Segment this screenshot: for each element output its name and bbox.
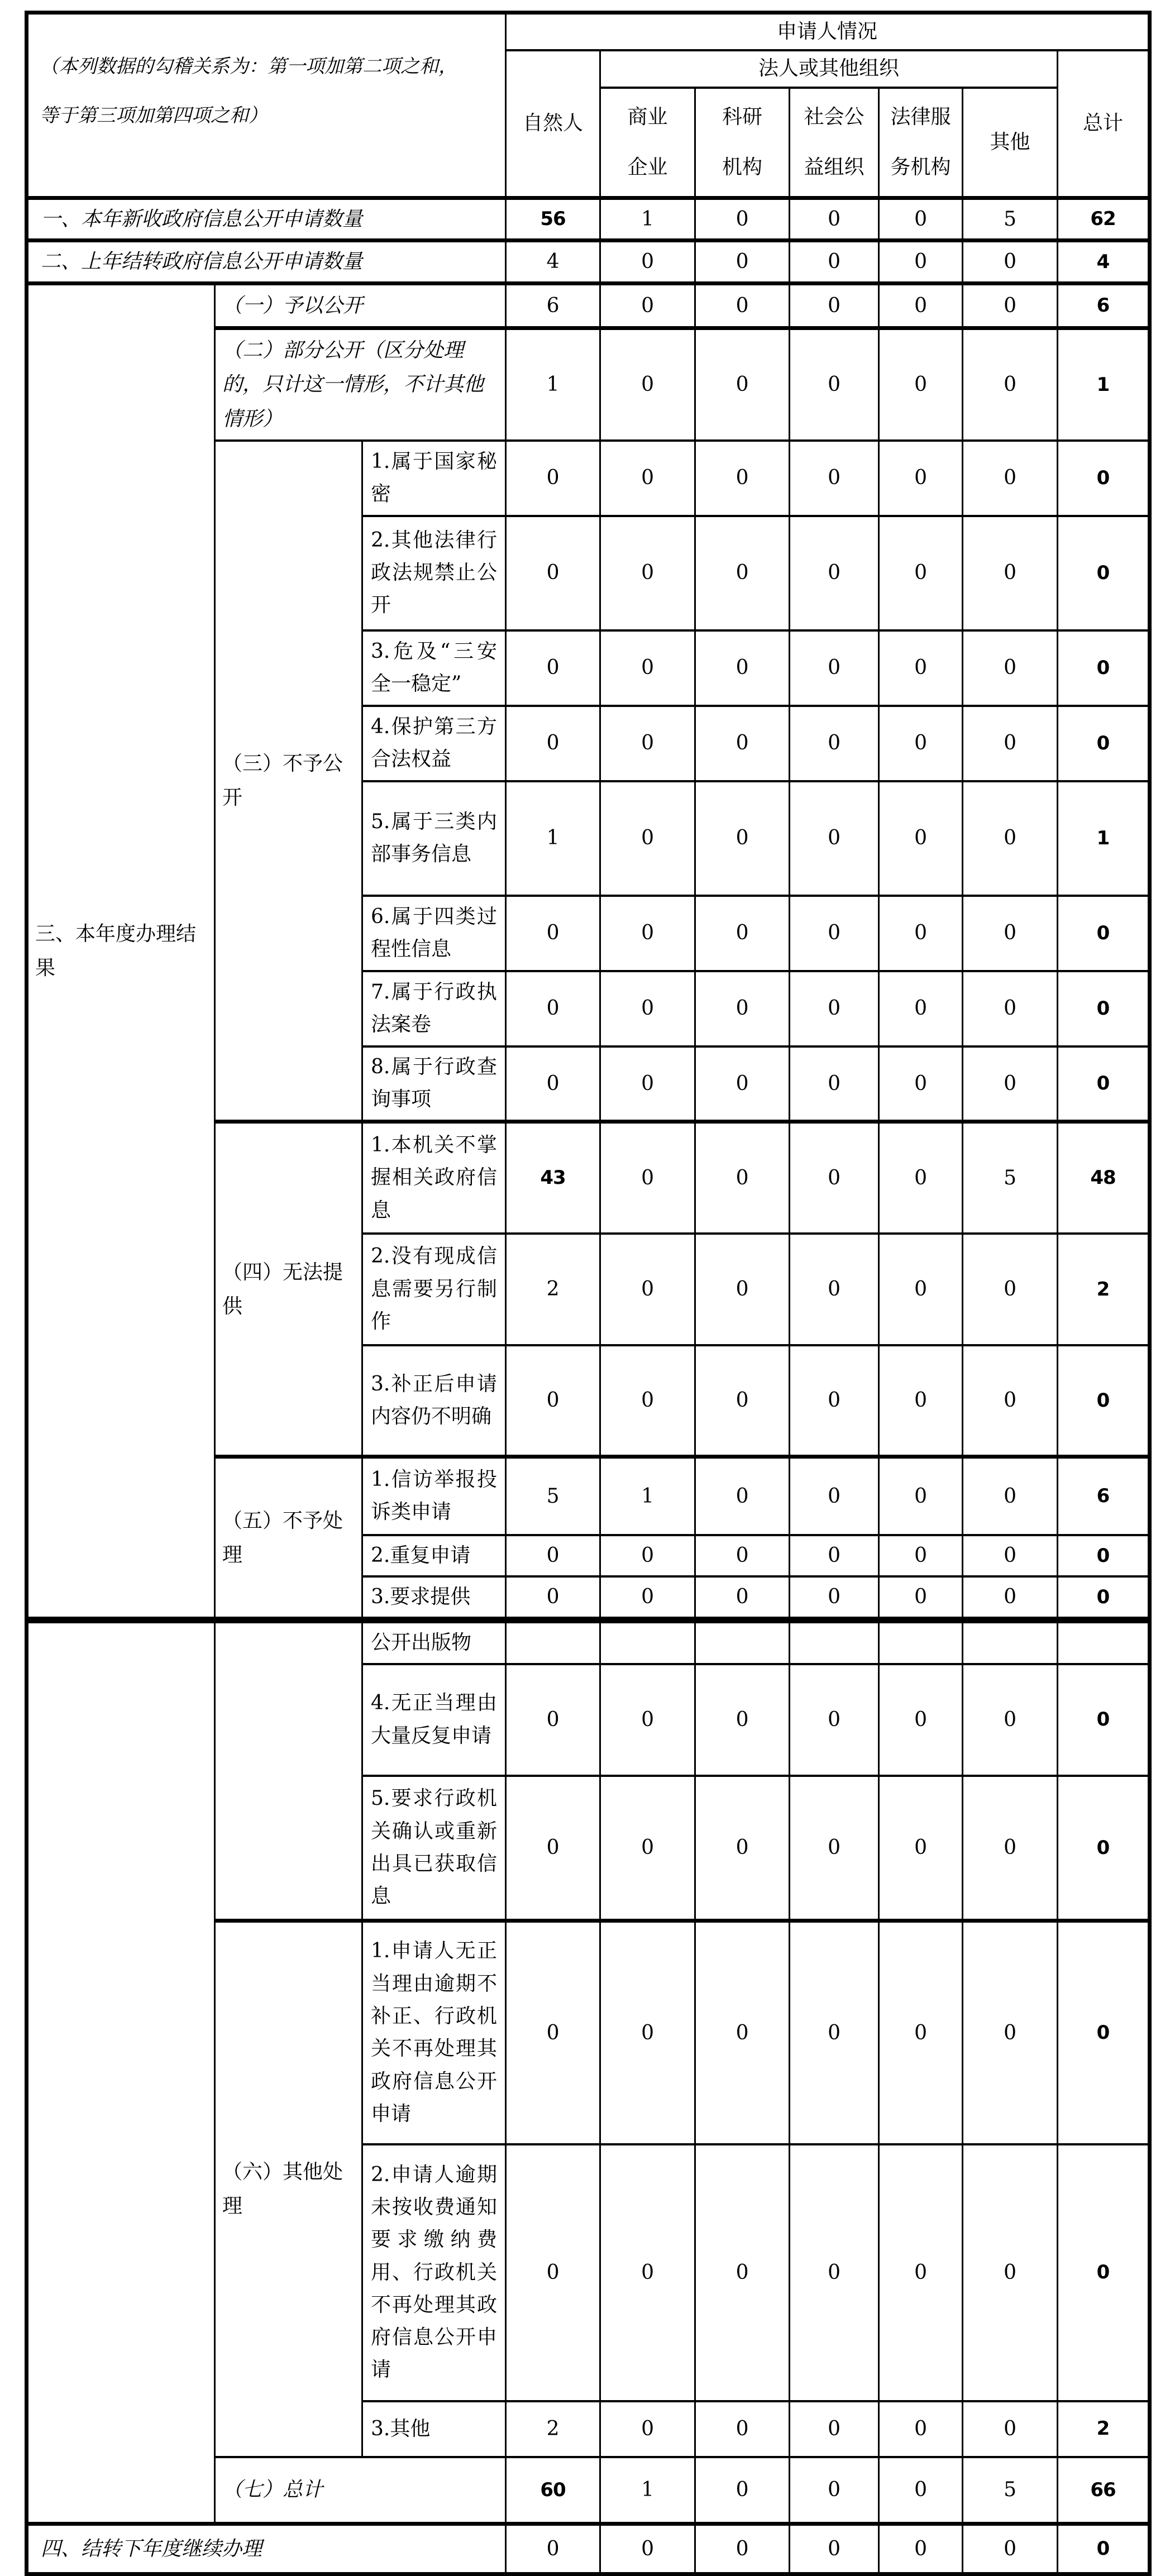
- value-cell: 0: [879, 241, 963, 284]
- value-cell: 0: [695, 516, 790, 630]
- value-cell: 0: [695, 198, 790, 241]
- item-label: 2.其他法律行政法规禁止公开: [362, 516, 506, 630]
- item-label-continued: 公开出版物: [362, 1620, 506, 1664]
- value-cell: 0: [695, 2524, 790, 2574]
- value-cell: 0: [963, 706, 1058, 781]
- value-cell: [695, 1620, 790, 1664]
- value-cell: 0: [879, 2524, 963, 2574]
- section-label-unavailable: （四）无法提供: [215, 1122, 362, 1457]
- value-cell: 0: [506, 1576, 600, 1620]
- value-cell-total: 0: [1058, 441, 1150, 516]
- note-line-1: （本列数据的勾稽关系为：第一项加第二项之和，: [40, 55, 457, 78]
- col-header-legal-service: 法律服务机构: [879, 88, 963, 198]
- value-cell: 0: [506, 2524, 600, 2574]
- value-cell: 5: [963, 198, 1058, 241]
- value-cell: 0: [600, 2401, 695, 2457]
- value-cell: 0: [963, 283, 1058, 328]
- table-row: [27, 283, 1150, 328]
- value-cell: 0: [963, 630, 1058, 706]
- value-cell: 1: [506, 328, 600, 441]
- value-cell: 1: [600, 198, 695, 241]
- value-cell-total: 0: [1058, 971, 1150, 1046]
- value-cell: 0: [963, 1457, 1058, 1535]
- value-cell: 0: [506, 516, 600, 630]
- value-cell: 2: [506, 1234, 600, 1345]
- section-label-not-processed: （五）不予处理: [215, 1457, 362, 1621]
- item-label: 2.没有现成信息需要另行制作: [362, 1234, 506, 1345]
- value-cell: 0: [695, 2144, 790, 2401]
- value-cell: 0: [506, 896, 600, 971]
- value-cell-total: 2: [1058, 1234, 1150, 1345]
- item-label: 5.属于三类内部事务信息: [362, 781, 506, 896]
- value-cell: 0: [506, 1664, 600, 1776]
- value-cell: 0: [600, 630, 695, 706]
- value-cell: 0: [879, 1664, 963, 1776]
- empty-section-cell: [27, 1620, 215, 2524]
- value-cell: 0: [695, 241, 790, 284]
- value-cell: 4: [506, 241, 600, 284]
- value-cell: 60: [506, 2457, 600, 2524]
- col-header-research: 科研机构: [695, 88, 790, 198]
- empty-subsection-cell: [215, 1620, 362, 1920]
- value-cell: 0: [963, 1664, 1058, 1776]
- value-cell: 0: [879, 706, 963, 781]
- table-row: [27, 198, 1150, 241]
- value-cell: 0: [879, 971, 963, 1046]
- value-cell: [506, 1620, 600, 1664]
- value-cell: 0: [600, 1776, 695, 1921]
- value-cell: 0: [790, 1921, 879, 2144]
- value-cell: 0: [600, 1921, 695, 2144]
- value-cell-total: [1058, 1620, 1150, 1664]
- value-cell: 0: [600, 1664, 695, 1776]
- row-label-partial: （二）部分公开（区分处理的，只计这一情形，不计其他情形）: [215, 328, 506, 441]
- value-cell: 5: [963, 2457, 1058, 2524]
- value-cell: 0: [695, 1535, 790, 1576]
- value-cell: 0: [790, 2401, 879, 2457]
- table-row: [27, 241, 1150, 284]
- value-cell: 0: [695, 328, 790, 441]
- section-label-other-handling: （六）其他处理: [215, 1921, 362, 2457]
- value-cell-total: 1: [1058, 781, 1150, 896]
- value-cell: 0: [506, 2144, 600, 2401]
- value-cell: 0: [600, 328, 695, 441]
- value-cell: 0: [790, 781, 879, 896]
- value-cell: 0: [790, 198, 879, 241]
- value-cell: 0: [879, 2457, 963, 2524]
- value-cell: 0: [695, 1046, 790, 1122]
- value-cell: 0: [963, 1921, 1058, 2144]
- value-cell: 0: [790, 896, 879, 971]
- annual-report-table: [25, 11, 1152, 2576]
- table-row: [27, 2524, 1150, 2574]
- value-cell: 0: [600, 896, 695, 971]
- value-cell: 0: [600, 1576, 695, 1620]
- item-label: 3.要求提供: [362, 1576, 506, 1620]
- value-cell: 0: [879, 2401, 963, 2457]
- value-cell: [600, 1620, 695, 1664]
- value-cell: 0: [695, 1921, 790, 2144]
- item-label: 2.重复申请: [362, 1535, 506, 1576]
- value-cell-total: 0: [1058, 1046, 1150, 1122]
- row-label-granted: （一）予以公开: [215, 283, 506, 328]
- value-cell: 0: [790, 1122, 879, 1234]
- value-cell: 0: [506, 1535, 600, 1576]
- value-cell: 0: [879, 516, 963, 630]
- value-cell: 5: [963, 1122, 1058, 1234]
- value-cell: 0: [600, 283, 695, 328]
- value-cell: 0: [879, 896, 963, 971]
- value-cell-total: 66: [1058, 2457, 1150, 2524]
- value-cell: 0: [790, 1234, 879, 1345]
- value-cell: 0: [600, 1122, 695, 1234]
- note-cell: [27, 13, 506, 198]
- value-cell: 0: [790, 328, 879, 441]
- value-cell: 0: [790, 2457, 879, 2524]
- value-cell: 0: [963, 1776, 1058, 1921]
- row-label-carried-over: 二、上年结转政府信息公开申请数量: [27, 241, 506, 284]
- value-cell: [963, 1620, 1058, 1664]
- value-cell: 0: [695, 1664, 790, 1776]
- item-label: 5.要求行政机关确认或重新出具已获取信息: [362, 1776, 506, 1921]
- value-cell: 1: [600, 2457, 695, 2524]
- value-cell: 0: [879, 441, 963, 516]
- value-cell: 0: [879, 1535, 963, 1576]
- value-cell: 0: [695, 2401, 790, 2457]
- value-cell: 0: [963, 1046, 1058, 1122]
- value-cell: 2: [506, 2401, 600, 2457]
- value-cell: 56: [506, 198, 600, 241]
- value-cell: 0: [963, 1345, 1058, 1457]
- value-cell: 0: [695, 283, 790, 328]
- item-label: 7.属于行政执法案卷: [362, 971, 506, 1046]
- value-cell: 0: [695, 1776, 790, 1921]
- value-cell: 0: [600, 516, 695, 630]
- value-cell: 0: [600, 1535, 695, 1576]
- value-cell: 0: [963, 2524, 1058, 2574]
- item-label: 1.本机关不掌握相关政府信息: [362, 1122, 506, 1234]
- value-cell: 0: [879, 198, 963, 241]
- col-header-public-welfare: 社会公益组织: [790, 88, 879, 198]
- value-cell: 0: [879, 1122, 963, 1234]
- section-label-results: 三、本年度办理结果: [27, 283, 215, 1620]
- value-cell: 0: [879, 1345, 963, 1457]
- value-cell: 0: [600, 241, 695, 284]
- item-label: 3.危及“三安全一稳定”: [362, 630, 506, 706]
- value-cell: 0: [963, 781, 1058, 896]
- value-cell: 0: [790, 2144, 879, 2401]
- value-cell: 0: [963, 328, 1058, 441]
- value-cell: 0: [963, 1576, 1058, 1620]
- value-cell: 0: [790, 1457, 879, 1535]
- value-cell: 0: [790, 971, 879, 1046]
- value-cell: 0: [879, 1576, 963, 1620]
- col-header-business: 商业企业: [600, 88, 695, 198]
- item-label: 1.属于国家秘密: [362, 441, 506, 516]
- value-cell-total: 0: [1058, 1664, 1150, 1776]
- value-cell-total: 0: [1058, 706, 1150, 781]
- value-cell: 0: [790, 1535, 879, 1576]
- value-cell-total: 0: [1058, 1776, 1150, 1921]
- value-cell: 0: [879, 1921, 963, 2144]
- value-cell: 0: [600, 1345, 695, 1457]
- value-cell: 0: [879, 1776, 963, 1921]
- header-applicant-group: 申请人情况: [506, 13, 1150, 51]
- value-cell-total: 4: [1058, 241, 1150, 284]
- row-label-next-year: 四、结转下年度继续办理: [27, 2524, 506, 2574]
- value-cell: 0: [879, 283, 963, 328]
- row-label-subtotal: （七）总计: [215, 2457, 506, 2524]
- value-cell: 0: [695, 2457, 790, 2524]
- value-cell: 0: [695, 1345, 790, 1457]
- value-cell: 0: [879, 1046, 963, 1122]
- value-cell: 0: [963, 516, 1058, 630]
- value-cell: [879, 1620, 963, 1664]
- value-cell-total: 6: [1058, 1457, 1150, 1535]
- value-cell: 0: [790, 706, 879, 781]
- col-header-natural-person: 自然人: [506, 50, 600, 198]
- value-cell: 0: [963, 241, 1058, 284]
- value-cell: 0: [790, 1345, 879, 1457]
- value-cell: 0: [963, 2144, 1058, 2401]
- value-cell: 0: [879, 328, 963, 441]
- value-cell: 0: [506, 706, 600, 781]
- value-cell: 43: [506, 1122, 600, 1234]
- note-line-2: 等于第三项加第四项之和）: [40, 104, 268, 127]
- item-label: 4.无正当理由大量反复申请: [362, 1664, 506, 1776]
- value-cell: 0: [879, 781, 963, 896]
- col-header-other: 其他: [963, 88, 1058, 198]
- item-label: 2.申请人逾期未按收费通知要求缴纳费用、行政机关不再处理其政府信息公开申请: [362, 2144, 506, 2401]
- value-cell: 0: [695, 630, 790, 706]
- value-cell: 0: [790, 283, 879, 328]
- value-cell-total: 0: [1058, 2144, 1150, 2401]
- value-cell: [790, 1620, 879, 1664]
- value-cell: 1: [506, 781, 600, 896]
- col-header-total: 总计: [1058, 50, 1150, 198]
- value-cell: 0: [695, 896, 790, 971]
- value-cell: 0: [695, 781, 790, 896]
- value-cell: 0: [790, 630, 879, 706]
- value-cell: 0: [506, 1776, 600, 1921]
- value-cell: 0: [879, 1457, 963, 1535]
- value-cell: 0: [506, 971, 600, 1046]
- header-legal-org-group: 法人或其他组织: [600, 50, 1058, 87]
- value-cell-total: 0: [1058, 630, 1150, 706]
- value-cell: 0: [506, 1921, 600, 2144]
- value-cell: 0: [963, 2401, 1058, 2457]
- value-cell: 0: [963, 971, 1058, 1046]
- value-cell: 0: [790, 1046, 879, 1122]
- header-row-1: [27, 13, 1150, 51]
- value-cell: 0: [695, 971, 790, 1046]
- value-cell-total: 48: [1058, 1122, 1150, 1234]
- value-cell: 0: [600, 2524, 695, 2574]
- value-cell: 0: [790, 241, 879, 284]
- value-cell: 0: [600, 441, 695, 516]
- value-cell: 0: [879, 630, 963, 706]
- item-label: 4.保护第三方合法权益: [362, 706, 506, 781]
- table-row: [27, 1620, 1150, 1664]
- value-cell: 0: [600, 781, 695, 896]
- item-label: 1.申请人无正当理由逾期不补正、行政机关不再处理其政府信息公开申请: [362, 1921, 506, 2144]
- value-cell: 0: [695, 1576, 790, 1620]
- value-cell-total: 0: [1058, 1921, 1150, 2144]
- value-cell: 0: [963, 441, 1058, 516]
- value-cell: 0: [600, 1046, 695, 1122]
- value-cell: 0: [879, 1234, 963, 1345]
- value-cell-total: 1: [1058, 328, 1150, 441]
- value-cell: 0: [790, 1664, 879, 1776]
- value-cell: 0: [695, 1457, 790, 1535]
- item-label: 3.补正后申请内容仍不明确: [362, 1345, 506, 1457]
- value-cell: 0: [963, 1535, 1058, 1576]
- value-cell: 0: [600, 971, 695, 1046]
- value-cell: 0: [506, 1345, 600, 1457]
- row-label-new-requests: 一、本年新收政府信息公开申请数量: [27, 198, 506, 241]
- item-label: 6.属于四类过程性信息: [362, 896, 506, 971]
- value-cell: 6: [506, 283, 600, 328]
- value-cell-total: 0: [1058, 1345, 1150, 1457]
- value-cell: 0: [879, 2144, 963, 2401]
- item-label: 1.信访举报投诉类申请: [362, 1457, 506, 1535]
- value-cell-total: 0: [1058, 1535, 1150, 1576]
- value-cell: 0: [506, 441, 600, 516]
- value-cell: 0: [790, 1576, 879, 1620]
- item-label: 8.属于行政查询事项: [362, 1046, 506, 1122]
- value-cell: 1: [600, 1457, 695, 1535]
- value-cell-total: 0: [1058, 896, 1150, 971]
- value-cell: 0: [600, 1234, 695, 1345]
- value-cell: 0: [695, 1234, 790, 1345]
- value-cell: 0: [790, 1776, 879, 1921]
- value-cell: 0: [695, 441, 790, 516]
- value-cell: 0: [695, 1122, 790, 1234]
- value-cell-total: 0: [1058, 2524, 1150, 2574]
- value-cell-total: 6: [1058, 283, 1150, 328]
- value-cell: 0: [790, 516, 879, 630]
- value-cell-total: 0: [1058, 1576, 1150, 1620]
- value-cell-total: 0: [1058, 516, 1150, 630]
- value-cell: 0: [963, 896, 1058, 971]
- value-cell: 0: [506, 1046, 600, 1122]
- value-cell: 5: [506, 1457, 600, 1535]
- value-cell: 0: [790, 441, 879, 516]
- value-cell: 0: [695, 706, 790, 781]
- item-label: 3.其他: [362, 2401, 506, 2457]
- value-cell: 0: [600, 2144, 695, 2401]
- value-cell: 0: [790, 2524, 879, 2574]
- section-label-denied: （三）不予公开: [215, 441, 362, 1122]
- value-cell: 0: [963, 1234, 1058, 1345]
- value-cell: 0: [600, 706, 695, 781]
- value-cell: 0: [506, 630, 600, 706]
- value-cell-total: 62: [1058, 198, 1150, 241]
- value-cell-total: 2: [1058, 2401, 1150, 2457]
